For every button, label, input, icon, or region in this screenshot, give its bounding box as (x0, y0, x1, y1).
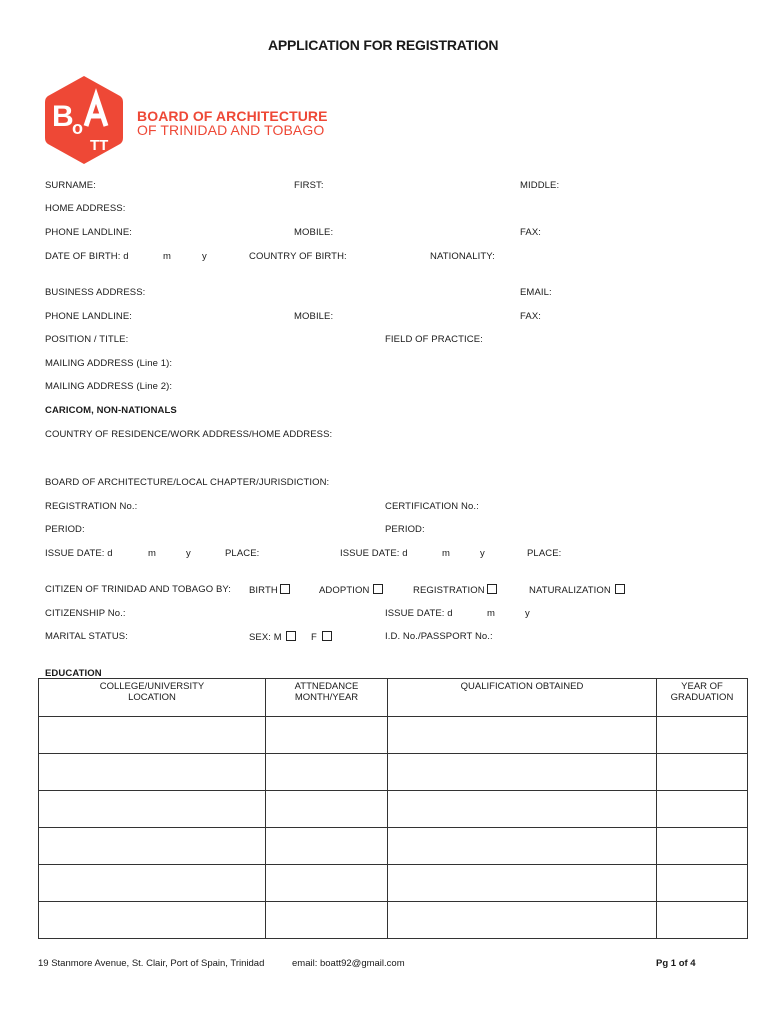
attendance-header: ATTNEDANCE MONTH/YEAR (266, 679, 388, 717)
qualification-cell[interactable] (388, 828, 657, 865)
qualification-cell[interactable] (388, 754, 657, 791)
citizenship-issue-month-label: m (487, 608, 496, 619)
business-address-label: BUSINESS ADDRESS: (45, 287, 146, 298)
birth-checkbox[interactable] (280, 584, 290, 594)
college-cell[interactable] (39, 865, 266, 902)
education-heading: EDUCATION (45, 668, 102, 679)
page-number: Pg 1 of 4 (656, 958, 696, 969)
registration-period-label: PERIOD: (45, 524, 85, 535)
citizen-adoption-label: ADOPTION (319, 585, 370, 596)
dob-month-label: m (163, 251, 172, 262)
svg-text:TT: TT (90, 137, 109, 154)
logo-subtitle: OF TRINIDAD AND TOBAGO (137, 122, 325, 138)
dob-year-label: y (202, 251, 207, 262)
education-table (38, 678, 748, 939)
home-phone-landline-label: PHONE LANDLINE: (45, 227, 133, 238)
education-row (39, 791, 748, 828)
citizen-naturalization-option[interactable] (529, 584, 625, 596)
college-cell[interactable] (39, 717, 266, 754)
citizen-registration-option[interactable] (413, 584, 497, 596)
citizen-registration-label: REGISTRATION (413, 585, 485, 596)
year-of-graduation-header: YEAR OF GRADUATION (657, 679, 748, 717)
college-cell[interactable] (39, 902, 266, 939)
board-jurisdiction-label: BOARD OF ARCHITECTURE/LOCAL CHAPTER/JURISDICTION: (45, 477, 330, 488)
registration-issue-month-label: m (148, 548, 157, 559)
email-label: EMAIL: (520, 287, 552, 298)
attendance-cell[interactable] (266, 754, 388, 791)
mailing-address-line2-label: MAILING ADDRESS (Line 2): (45, 381, 173, 392)
marital-status-label: MARITAL STATUS: (45, 631, 128, 642)
attendance-cell[interactable] (266, 865, 388, 902)
graduation-cell[interactable] (657, 791, 748, 828)
attendance-cell[interactable] (266, 717, 388, 754)
citizen-naturalization-label: NATURALIZATION (529, 585, 611, 596)
registration-no-label: REGISTRATION No.: (45, 501, 138, 512)
sex-female-checkbox[interactable] (322, 631, 332, 641)
surname-label: SURNAME: (45, 180, 96, 191)
registration-place-label: PLACE: (225, 548, 260, 559)
id-passport-label: I.D. No./PASSPORT No.: (385, 631, 493, 642)
country-of-residence-label: COUNTRY OF RESIDENCE/WORK ADDRESS/HOME ADDRESS: (45, 429, 333, 440)
svg-text:B: B (52, 100, 74, 133)
certification-issue-month-label: m (442, 548, 451, 559)
boatt-hexagon-icon (44, 74, 124, 166)
nationality-label: NATIONALITY: (430, 251, 495, 262)
college-cell[interactable] (39, 791, 266, 828)
business-phone-landline-label: PHONE LANDLINE: (45, 311, 133, 322)
graduation-cell[interactable] (657, 902, 748, 939)
citizen-birth-label: BIRTH (249, 585, 278, 596)
education-row (39, 717, 748, 754)
business-mobile-label: MOBILE: (294, 311, 334, 322)
home-fax-label: FAX: (520, 227, 541, 238)
certification-issue-date-label: ISSUE DATE: d (340, 548, 408, 559)
footer-address: 19 Stanmore Avenue, St. Clair, Port of Spain, Trinidad (38, 958, 265, 969)
caricom-heading: CARICOM, NON-NATIONALS (45, 405, 177, 416)
citizen-adoption-option[interactable] (319, 584, 383, 596)
certification-no-label: CERTIFICATION No.: (385, 501, 479, 512)
sex-male-checkbox[interactable] (286, 631, 296, 641)
date-of-birth-label: DATE OF BIRTH: d (45, 251, 129, 262)
college-cell[interactable] (39, 828, 266, 865)
footer-email: email: boatt92@gmail.com (292, 958, 405, 969)
certification-period-label: PERIOD: (385, 524, 425, 535)
sex-male-label: SEX: M (249, 632, 282, 643)
citizenship-no-label: CITIZENSHIP No.: (45, 608, 126, 619)
business-fax-label: FAX: (520, 311, 541, 322)
page-title: APPLICATION FOR REGISTRATION (268, 37, 499, 53)
education-row (39, 865, 748, 902)
first-name-label: FIRST: (294, 180, 324, 191)
citizen-by-label: CITIZEN OF TRINIDAD AND TOBAGO BY: (45, 584, 232, 595)
naturalization-checkbox[interactable] (615, 584, 625, 594)
home-address-label: HOME ADDRESS: (45, 203, 126, 214)
svg-text:o: o (72, 118, 83, 138)
citizenship-issue-date-label: ISSUE DATE: d (385, 608, 453, 619)
attendance-cell[interactable] (266, 828, 388, 865)
field-of-practice-label: FIELD OF PRACTICE: (385, 334, 483, 345)
registration-checkbox[interactable] (487, 584, 497, 594)
citizen-birth-option[interactable] (249, 584, 290, 596)
education-row (39, 754, 748, 791)
education-row (39, 902, 748, 939)
certification-issue-year-label: y (480, 548, 485, 559)
education-row (39, 828, 748, 865)
country-of-birth-label: COUNTRY OF BIRTH: (249, 251, 347, 262)
citizenship-issue-year-label: y (525, 608, 530, 619)
mailing-address-line1-label: MAILING ADDRESS (Line 1): (45, 358, 173, 369)
college-cell[interactable] (39, 754, 266, 791)
registration-issue-date-label: ISSUE DATE: d (45, 548, 113, 559)
adoption-checkbox[interactable] (373, 584, 383, 594)
sex-male-option[interactable] (249, 631, 296, 643)
sex-female-option[interactable] (311, 631, 332, 643)
graduation-cell[interactable] (657, 865, 748, 902)
graduation-cell[interactable] (657, 717, 748, 754)
graduation-cell[interactable] (657, 828, 748, 865)
qualification-cell[interactable] (388, 865, 657, 902)
home-mobile-label: MOBILE: (294, 227, 334, 238)
qualification-cell[interactable] (388, 717, 657, 754)
qualification-cell[interactable] (388, 902, 657, 939)
certification-place-label: PLACE: (527, 548, 562, 559)
boatt-logo (44, 74, 124, 171)
logo-title: BOARD OF ARCHITECTURE (137, 108, 328, 124)
education-header-row (39, 679, 748, 717)
graduation-cell[interactable] (657, 754, 748, 791)
college-university-header: COLLEGE/UNIVERSITY LOCATION (39, 679, 266, 717)
qualification-header: QUALIFICATION OBTAINED (388, 679, 657, 717)
attendance-cell[interactable] (266, 791, 388, 828)
position-title-label: POSITION / TITLE: (45, 334, 129, 345)
attendance-cell[interactable] (266, 902, 388, 939)
qualification-cell[interactable] (388, 791, 657, 828)
sex-female-label: F (311, 632, 317, 643)
registration-issue-year-label: y (186, 548, 191, 559)
middle-name-label: MIDDLE: (520, 180, 560, 191)
